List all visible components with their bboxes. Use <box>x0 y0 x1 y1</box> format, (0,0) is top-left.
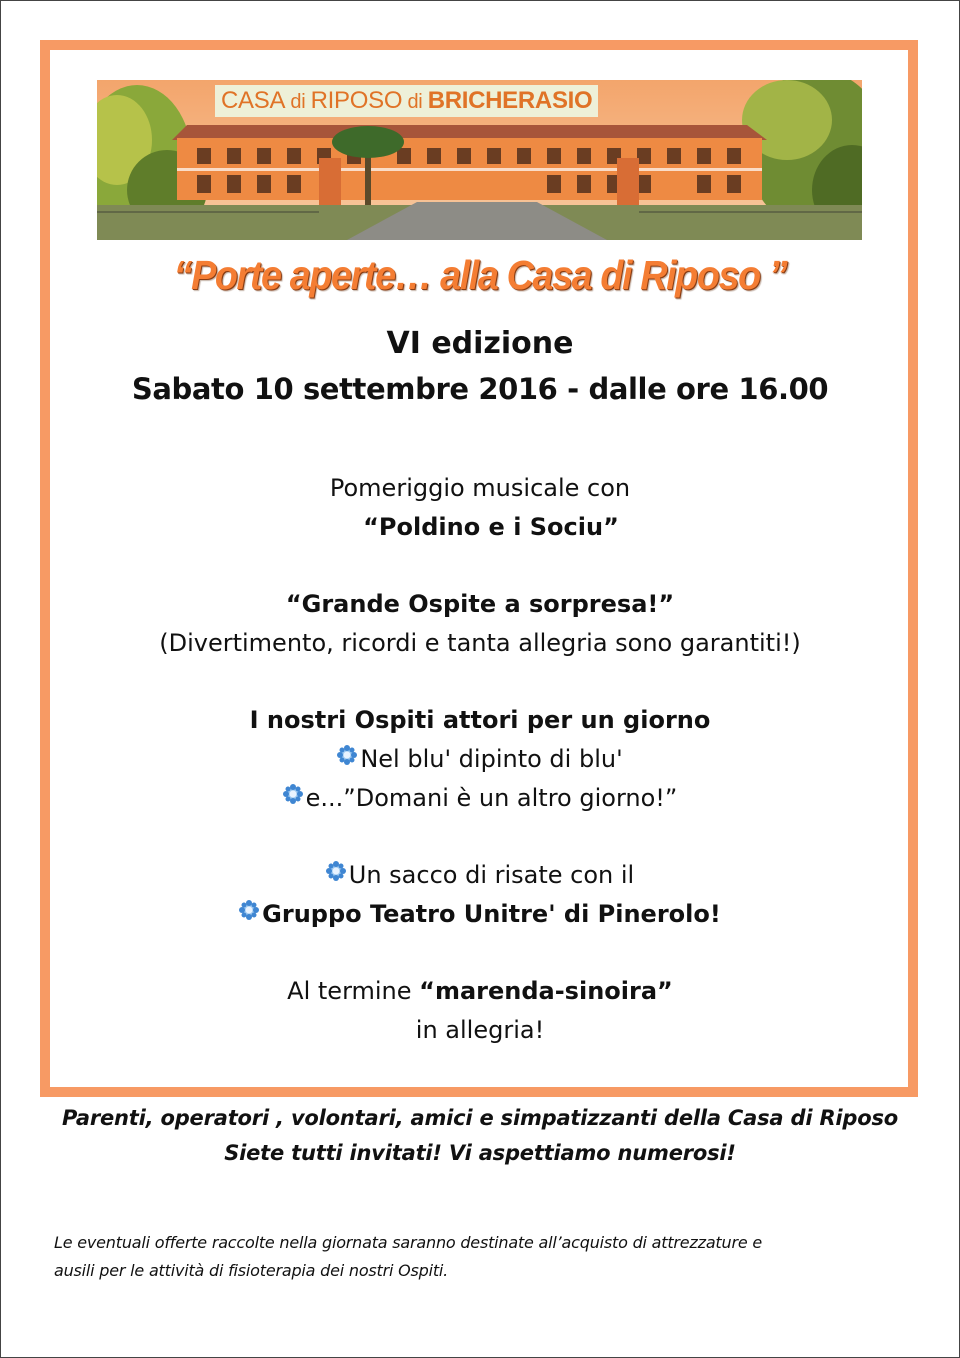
guest-note: (Divertimento, ricordi e tanta allegria sono garantiti!) <box>159 629 801 657</box>
header-photo-banner <box>97 80 862 240</box>
note-line-1: Le eventuali offerte raccolte nella giornata saranno destinate all’acquisto di attrezzature e <box>54 1233 762 1252</box>
guest-title: “Grande Ospite a sorpresa!” <box>285 590 675 618</box>
banner-title <box>215 85 598 117</box>
music-band: “Poldino e i Sociu” <box>363 513 619 541</box>
laughs-intro-text: Un sacco di risate con il <box>348 861 635 889</box>
flower-bullet-icon <box>326 861 346 881</box>
end-line <box>0 977 960 1005</box>
footer-line-1: Parenti, operatori , volontari, amici e simpatizzanti della Casa di Riposo <box>62 1106 898 1130</box>
flower-bullet-icon <box>337 745 357 765</box>
music-intro: Pomeriggio musicale con <box>329 474 631 502</box>
actors-item-1-text: Nel blu' dipinto di blu' <box>360 745 623 773</box>
actors-item-2-text: e...”Domani è un altro giorno!” <box>305 784 678 812</box>
actors-item-1 <box>0 745 960 773</box>
actors-item-2 <box>0 784 960 812</box>
date-line: Sabato 10 settembre 2016 - dalle ore 16.00 <box>131 372 829 406</box>
banner-title-casa: CASA <box>221 87 286 114</box>
banner-title-di-1: di <box>285 91 311 113</box>
edition-line: VI edizione <box>386 326 574 361</box>
banner-title-riposo: RIPOSO <box>310 87 403 114</box>
flower-bullet-icon <box>283 784 303 804</box>
laughs-group <box>0 900 960 928</box>
actors-title: I nostri Ospiti attori per un giorno <box>249 706 711 734</box>
end-bold: “marenda-sinoira” <box>419 977 673 1005</box>
banner-title-di-2: di <box>402 91 428 113</box>
laughs-group-text: Gruppo Teatro Unitre' di Pinerolo! <box>262 900 721 928</box>
event-headline: “Porte aperte… alla Casa di Riposo ” <box>173 252 787 298</box>
laughs-intro <box>0 861 960 889</box>
footer-line-2: Siete tutti invitati! Vi aspettiamo numerosi! <box>224 1141 736 1165</box>
end-prefix: Al termine <box>287 977 420 1005</box>
end-suffix: in allegria! <box>415 1016 545 1044</box>
banner-title-bricherasio: BRICHERASIO <box>427 87 593 114</box>
note-line-2: ausili per le attività di fisioterapia dei nostri Ospiti. <box>54 1261 449 1280</box>
flower-bullet-icon <box>239 900 259 920</box>
